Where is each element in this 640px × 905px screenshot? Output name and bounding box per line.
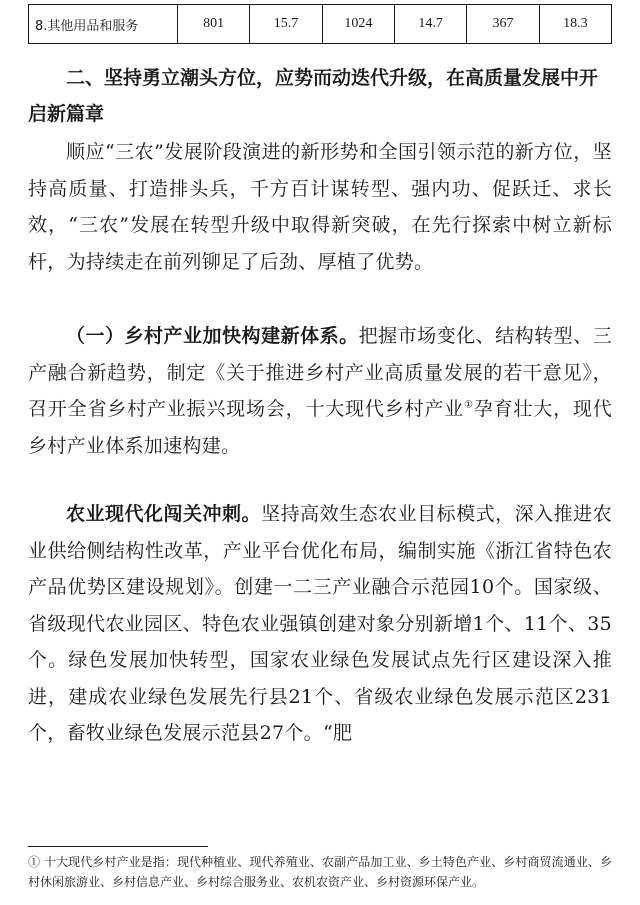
intro-paragraph: 顺应“三农”发展阶段演进的新形势和全国引领示范的新方位，坚持高质量、打造排头兵，千方百计谋转型、强内功、促跃迁、求长效，“三农”发展在转型升级中取得新突破，在先行探索中树立新标杆，为持续走在前列铆足了后劲、厚植了优势。	[28, 141, 612, 273]
table-cell: 18.3	[539, 5, 611, 44]
table-row-label: 8.其他用品和服务	[29, 5, 178, 44]
subsection-text: 把握市场变化、结构转型、三产融合新趋势，制定《关于推进乡村产业高质量发展的若干意见》，召开全省乡村产业振兴现场会，十大现代乡村产业	[28, 325, 612, 420]
table-cell: 801	[178, 5, 250, 44]
subsection-text-continued: 孕育壮大，现代乡村产业体系加速构建。	[28, 398, 613, 457]
subsection-lead: （一）乡村产业加快构建新体系。	[66, 325, 359, 347]
footnote-text: ① 十大现代乡村产业是指：现代种植业、现代养殖业、农副产品加工业、乡土特色产业、乡村商贸流通业、乡村休闲旅游业、乡村信息产业、乡村综合服务业、农机农资产业、乡村资源环保产业。	[28, 855, 612, 889]
stats-table	[28, 4, 612, 44]
agriculture-lead: 农业现代化闯关冲刺。	[66, 503, 262, 525]
agriculture-text: 坚持高效生态农业目标模式，深入推进农业供给侧结构性改革，产业平台优化布局，编制实施《浙江省特色农产品优势区建设规划》。创建一二三产业融合示范园10个。国家级、省级现代农业园区、特色农业强镇创建对象分别新增1个、11个、35个。绿色发展加快转型，国家农业绿色发展试点先行区建设深入推进，建成农业绿色发展先行县21个、省级农业绿色发展示范区231个，畜牧业绿色发展示范县27个。“肥	[28, 503, 612, 744]
section-heading: 二、坚持勇立潮头方位，应势而动迭代升级，在高质量发展中开启新篇章	[28, 67, 599, 125]
agriculture-paragraph	[28, 496, 612, 752]
table-row	[29, 5, 612, 44]
subsection-paragraph	[28, 318, 612, 464]
table-cell: 1024	[322, 5, 394, 44]
table-cell: 15.7	[250, 5, 322, 44]
footnote-marker[interactable]: ①	[464, 399, 474, 411]
table-cell: 14.7	[394, 5, 466, 44]
table-cell: 367	[467, 5, 539, 44]
footnote-divider	[28, 846, 208, 847]
